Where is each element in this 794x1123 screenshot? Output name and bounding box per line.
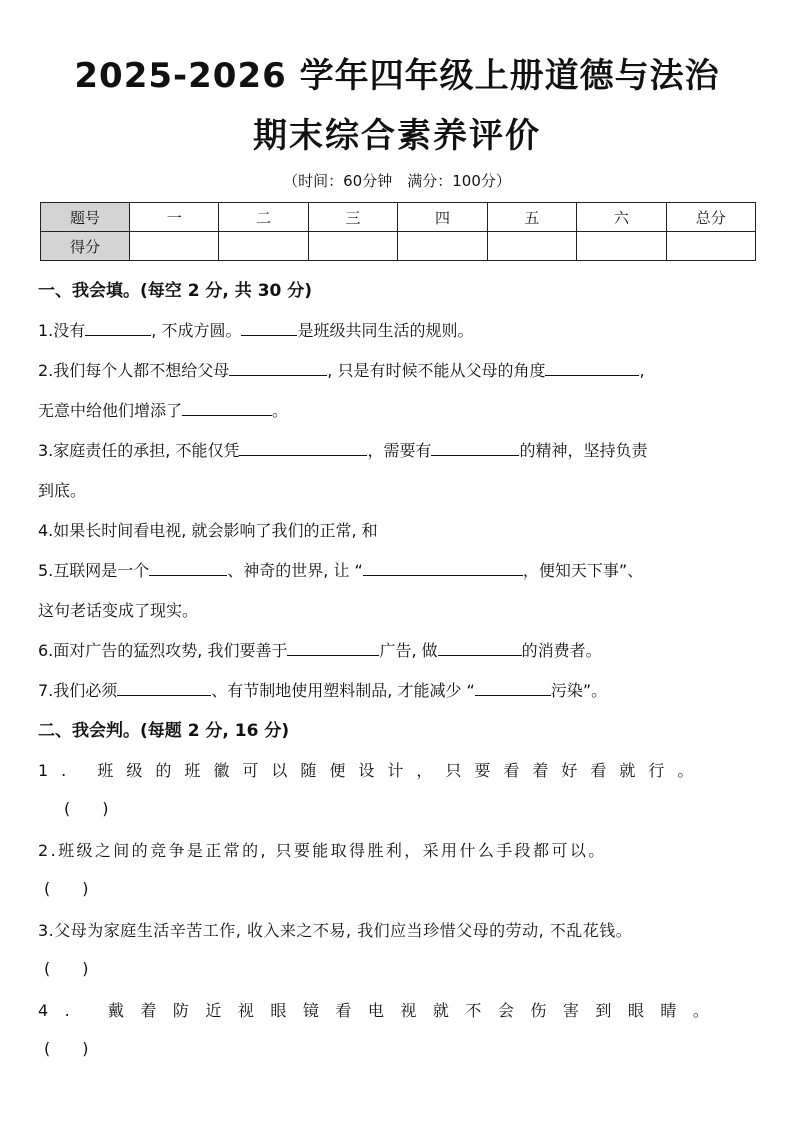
section2-heading: 二、我会判。(每题 2 分, 16 分) — [38, 721, 290, 741]
answer-blank[interactable] — [149, 561, 227, 576]
q-text: 3.家庭责任的承担, 不能仅凭 — [38, 441, 240, 460]
answer-blank[interactable] — [182, 401, 272, 416]
q-text: ，需要有 — [367, 441, 432, 460]
q-text: 6.面对广告的猛烈攻势, 我们要善于 — [38, 641, 288, 660]
q-text: 广告, 做 — [379, 641, 438, 660]
q-text: 无意中给他们增添了 — [38, 401, 183, 420]
q-text: 的消费者。 — [521, 641, 602, 660]
answer-blank[interactable] — [363, 561, 523, 576]
question-1-2 — [38, 358, 645, 381]
score-entry[interactable] — [308, 232, 397, 261]
answer-blank[interactable] — [545, 361, 639, 376]
q-text: 4.如果长时间看电视, 就会影响了我们的正常, 和 — [38, 521, 378, 540]
answer-blank[interactable] — [85, 321, 151, 336]
score-entry[interactable] — [666, 232, 755, 261]
exam-subtitle: （时间：60分钟 满分：100分） — [283, 172, 511, 190]
question-2-1: 1. 班级的班徽可以随便设计，只要看着好看就行。 — [38, 761, 707, 780]
q-text: 。 — [272, 401, 289, 420]
q-text: 到底。 — [38, 481, 87, 500]
exam-title-line1: 2025-2026 学年四年级上册道德与法治 — [74, 56, 720, 96]
question-1-1 — [38, 318, 473, 341]
q-text: 污染”。 — [550, 681, 608, 700]
question-1-3-cont — [38, 478, 86, 501]
question-1-5 — [38, 558, 643, 581]
q-text: , 只是有时候不能从父母的角度 — [327, 361, 546, 380]
answer-blank[interactable] — [117, 681, 211, 696]
score-table-score-row — [41, 232, 756, 261]
question-1-7 — [38, 678, 607, 701]
q-text: 这句老话变成了现实。 — [38, 601, 199, 620]
answer-paren[interactable]: ( ) — [64, 799, 109, 818]
score-entry[interactable] — [219, 232, 308, 261]
answer-blank[interactable] — [229, 361, 327, 376]
q-text: 5.互联网是一个 — [38, 561, 150, 580]
score-cell-q5: 五 — [487, 203, 576, 232]
score-entry[interactable] — [577, 232, 666, 261]
q-text: 1.没有 — [38, 321, 86, 340]
answer-paren[interactable]: ( ) — [44, 959, 89, 978]
score-cell-q2: 二 — [219, 203, 308, 232]
answer-paren[interactable]: ( ) — [44, 1039, 89, 1058]
answer-blank[interactable] — [239, 441, 367, 456]
q-text: , — [639, 361, 645, 380]
q-text: , 不成方圆。 — [151, 321, 242, 340]
q-text: 、神奇的世界, 让 “ — [227, 561, 363, 580]
question-1-3 — [38, 438, 647, 461]
score-entry[interactable] — [130, 232, 219, 261]
q-text: 是班级共同生活的规则。 — [297, 321, 474, 340]
q-text: 的精神，坚持负责 — [519, 441, 648, 460]
score-cell-defen: 得分 — [41, 232, 130, 261]
score-cell-total: 总分 — [666, 203, 755, 232]
question-2-4: 4. 戴着防近视眼镜看电视就不会伤害到眼睛。 — [38, 1001, 726, 1020]
question-1-2-cont — [38, 398, 288, 421]
answer-blank[interactable] — [431, 441, 519, 456]
answer-blank[interactable] — [438, 641, 522, 656]
q-text: 7.我们必须 — [38, 681, 118, 700]
answer-blank[interactable] — [287, 641, 379, 656]
answer-blank[interactable] — [241, 321, 297, 336]
score-table-header-row — [41, 203, 756, 232]
score-entry[interactable] — [398, 232, 487, 261]
score-table — [40, 202, 756, 261]
section1-heading: 一、我会填。(每空 2 分, 共 30 分) — [38, 281, 313, 301]
q-text: 2.我们每个人都不想给父母 — [38, 361, 230, 380]
question-1-5-cont — [38, 598, 198, 621]
question-1-6 — [38, 638, 602, 661]
answer-paren[interactable]: ( ) — [44, 879, 89, 898]
score-entry[interactable] — [487, 232, 576, 261]
answer-blank[interactable] — [475, 681, 551, 696]
q-text: 、有节制地使用塑料制品, 才能减少 “ — [211, 681, 475, 700]
question-2-3: 3.父母为家庭生活辛苦工作, 收入来之不易, 我们应当珍惜父母的劳动, 不乱花钱。 — [38, 921, 633, 940]
score-cell-q6: 六 — [577, 203, 666, 232]
question-2-2: 2.班级之间的竞争是正常的, 只要能取得胜利，采用什么手段都可以。 — [38, 841, 607, 860]
question-1-4 — [38, 518, 378, 541]
score-cell-label: 题号 — [41, 203, 130, 232]
score-cell-q4: 四 — [398, 203, 487, 232]
score-cell-q1: 一 — [130, 203, 219, 232]
score-cell-q3: 三 — [308, 203, 397, 232]
q-text: ，便知天下事”、 — [522, 561, 644, 580]
exam-title-line2: 期末综合素养评价 — [253, 116, 541, 156]
